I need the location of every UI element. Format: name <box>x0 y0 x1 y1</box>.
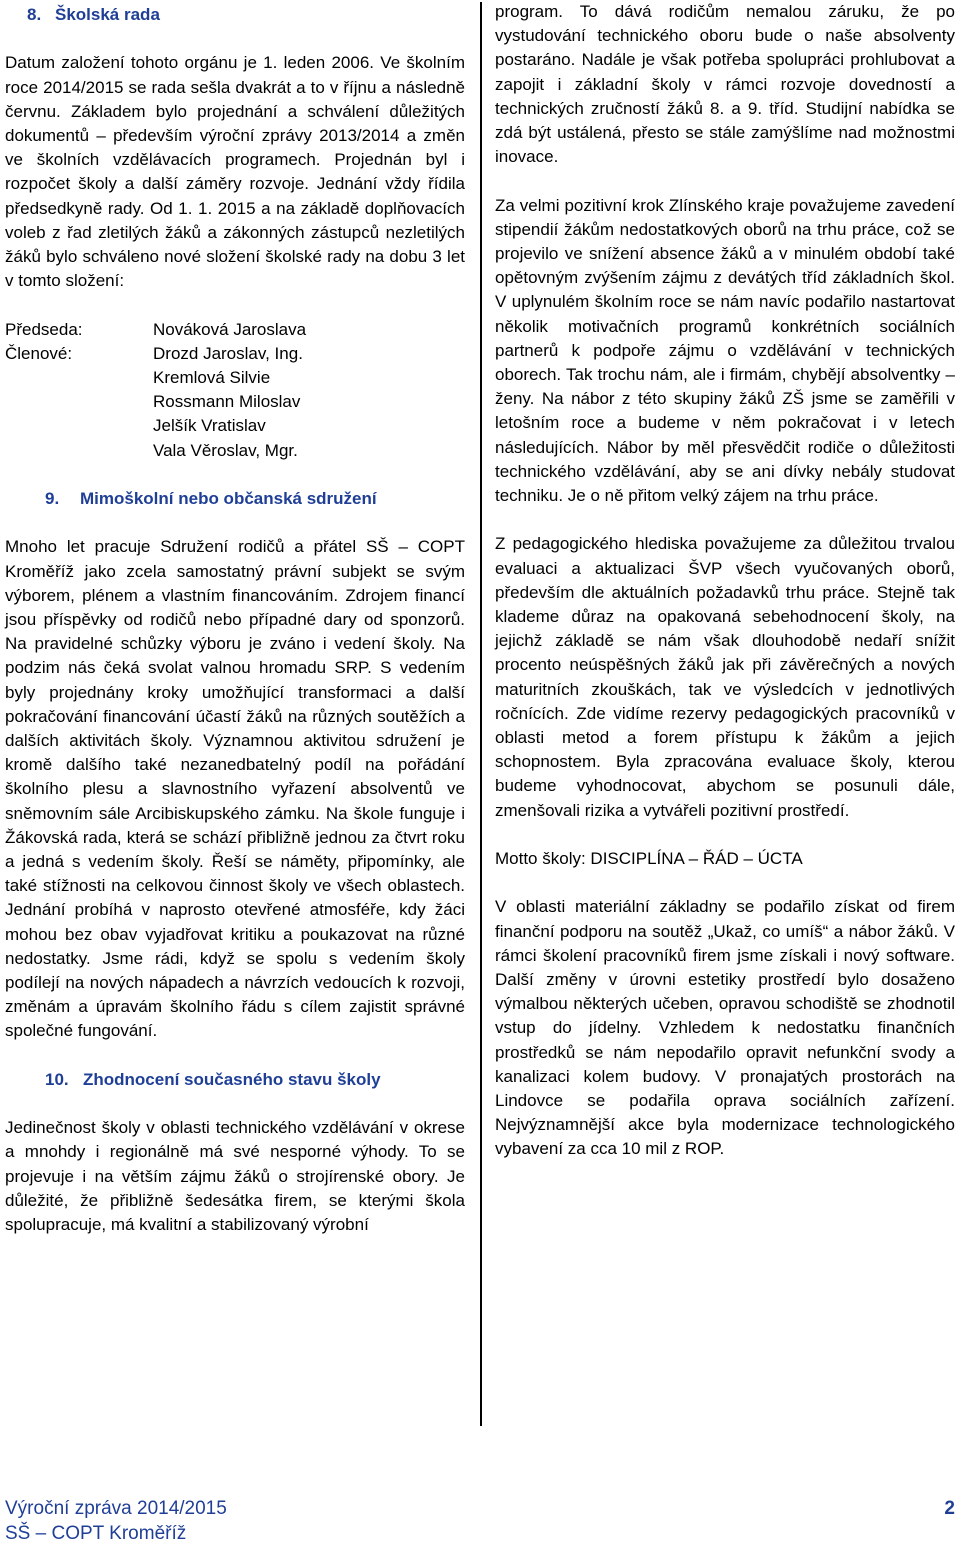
members-label: Členové: <box>5 343 73 363</box>
member-name: Vala Věroslav, Mgr. <box>153 440 298 460</box>
school-motto: Motto školy: DISCIPLÍNA – ŘÁD – ÚCTA <box>495 849 803 869</box>
pedagogy-paragraph: Z pedagogického hlediska považujeme za důležitou trvalou evaluaci a aktualizaci ŠVP všech vyučovaných oborů, především dle aktuálních požadavků trhu práce. Stejně tak klademe důraz na opakovaná sebehodnocení školy, na jejichž základě se nám však dlouhodobě nedaří snížit procento neúspěšných žáků jak při závěrečných a nových maturitních zkouškách, tak ve výsledcích v jednotlivých ročnících. Zde vidíme rezervy pedagogických pracovníků v oblasti metod a forem přístupu k žákům a jejich schopnostem. Byla zpracována evaluace školy, kterou budeme vyhodnocovat, abychom se posunuli dále, zmenšovali rizika a vytvářeli pozitivní prostředí. <box>495 534 955 820</box>
member-name: Kremlová Silvie <box>153 368 271 388</box>
footer-report-title: Výroční zpráva 2014/2015 <box>5 1498 227 1519</box>
scholarship-paragraph: Za velmi pozitivní krok Zlínského kraje považujeme zavedení stipendií žákům nedostatkových oborů na trhu práce, což se projevilo ve snížení absence žáků a v minulém období také opětovným zvýšením zájmu z devátých tříd základních škol. V uplynulém školním roce se nám navíc podařilo nastartovat několik motivačních programů konkrétních sociálních partnerů k podpoře zájmu o vzdělávání v technických oborech. Tak trochu nám, ale i firmám, chybějí absolventky – ženy. Na nábor z této skupiny žáků ZŠ jsme se zaměřili v letošním roce a budeme v něm pokračovat i v letech následujících. Nábor by měl přesvědčit rodiče o důležitosti technického vzdělávání, aby se ani dívky nebály studovat techniku. Je o ně přitom velký zájem na trhu práce. <box>495 195 955 506</box>
section-10-heading <box>45 1068 465 1092</box>
member-name: Jelšík Vratislav <box>153 416 266 436</box>
chair-label: Předseda: <box>5 319 83 339</box>
right-column <box>495 0 955 1162</box>
column-divider <box>480 2 482 1426</box>
associations-paragraph: Mnoho let pracuje Sdružení rodičů a přátel SŠ – COPT Kroměříž jako zcela samostatný právní subjekt se svým výborem, plénem a vlastním financováním. Zdrojem financí jsou příspěvky od rodičů nebo případné dary od sponzorů. Na pravidelné schůzky výboru je zváno i vedení školy. Na podzim nás čeká svolat valnou hromadu SRP. S vedením byly projednány kroky umožňující transformaci a další pokračování financování účastí žáků na různých soutěžích a dalších aktivitách školy. Významnou aktivitou sdružení je kromě dalšího také nezanedbatelný podíl na pořádání školního plesu a slavnostního vyřazení absolventů ve sněmovním sále Arcibiskupského zámku. Na škole funguje i Žákovská rada, která se schází přibližně jednou za čtvrt roku a jedná s vedením školy. Řeší se náměty, připomínky, ale také stížnosti na celkovou činnost školy ve všech oblastech. Jednání probíhá v naprosto otevřené atmosféře, kdy žáci mohou bez obav vyjadřovat kritiku a poukazovat na různé nedostatky. Jsme rádi, když se spolu s vedením školy podílejí na nových nápadech a návrzích vedoucích k rozvoji, změnám a úpravám školního řádu s cílem zajistit správné společné fungování. <box>5 537 465 1041</box>
section-title: Školská rada <box>55 5 160 24</box>
section-9-heading <box>45 487 465 511</box>
council-members-list <box>5 318 465 463</box>
chair-name: Nováková Jaroslava <box>153 319 307 339</box>
footer-school-name: SŠ – COPT Kroměříž <box>5 1523 187 1544</box>
section-number: 10. <box>45 1069 69 1089</box>
member-name: Rossmann Miloslav <box>153 392 301 412</box>
section-title: Zhodnocení současného stavu školy <box>83 1069 381 1089</box>
school-council-paragraph: Datum založení tohoto orgánu je 1. leden 2006. Ve školním roce 2014/2015 se rada sešla dvakrát a to v říjnu a následně červnu. Základem bylo projednání a schválení důležitých dokumentů – především výroční zprávy 2013/2014 a změn ve školních vzdělávacích programech. Projednán byl i rozpočet školy a další záměry rozvoje. Jednání vždy řídila předsedkyně rady. Od 1. 1. 2015 a na základě doplňovacích voleb z řad zletilých žáků a zákonných zástupců nezletilých žáků bylo schváleno nové složení školské rady na dobu 3 let v tomto složení: <box>5 53 465 291</box>
section-number: 9. <box>45 489 60 509</box>
school-evaluation-paragraph: Jedinečnost školy v oblasti technického vzdělávání v okrese a mnohdy i regionálně má své nesporné výhody. To se projevuje i na větším zájmu žáků o strojírenské obory. Je důležité, že přibližně šedesátka firem, se kterými škola spolupracuje, má kvalitní a stabilizovaný výrobní <box>5 1118 465 1235</box>
program-paragraph: program. To dává rodičům nemalou záruku, že po vystudování technického oboru bude o naše absolventy postaráno. Nadále je však potřeba spolupráci prohlubovat a zapojit i základní školy v rámci rozvoje dovedností a technických zručností žáků 8. a 9. tříd. Studijní nabídka se zdá být ustálená, přesto se stále zamýšlíme nad možnostmi inovace. <box>495 2 955 167</box>
member-name: Drozd Jaroslav, Ing. <box>153 343 303 363</box>
material-base-paragraph: V oblasti materiální základny se podařilo získat od firem finanční podporu na soutěž „Ukaž, co umíš“ a nábor žáků. V rámci školení pracovníků firem jsme získali i nový software. Další změny v úrovni estetiky prostředí bylo dosaženo výmalbou některých učeben, opravou schodiště se zhodnotil vstup do jídelny. Vzhledem k nedostatku finančních prostředků se nám nepodařilo opravit nefunkční svody a kanalizaci kolem budovy. V pronajatých prostorách na Lindovce se podařila oprava sociálních zařízení. Nejvýznamnější akce byla modernizace technologického vybavení za cca 10 mil z ROP. <box>495 897 955 1159</box>
page-number: 2 <box>944 1498 955 1519</box>
section-8-heading <box>5 3 465 27</box>
left-column <box>5 0 465 1237</box>
section-number: 8. <box>27 5 42 24</box>
section-title: Mimoškolní nebo občanská sdružení <box>80 489 377 509</box>
page-footer <box>5 1496 955 1546</box>
